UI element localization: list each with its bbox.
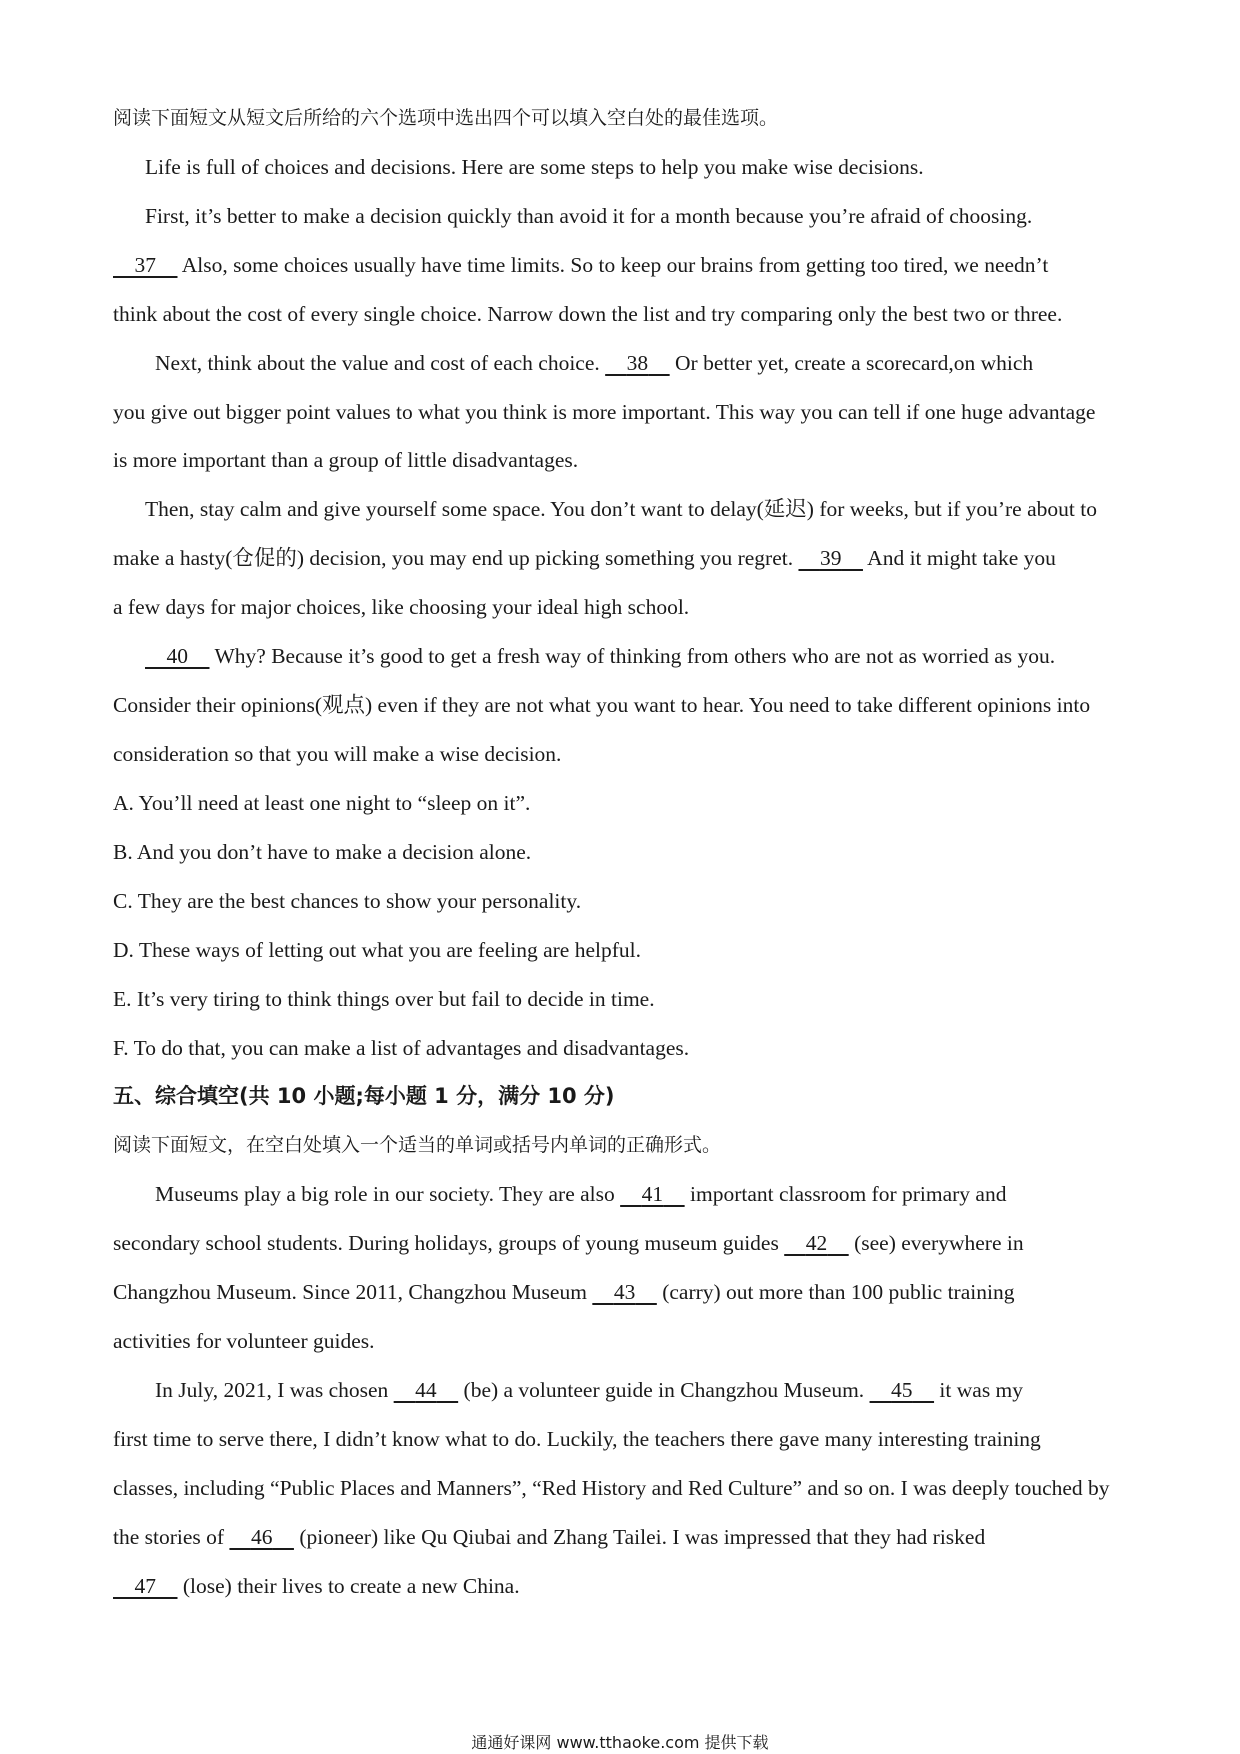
blank-42: 42 <box>805 1231 828 1255</box>
passage2-line-8: the stories of 46 (pioneer) like Qu Qiubai and Zhang Tailei. I was impressed that they had risked <box>113 1522 1133 1552</box>
passage2-line-3: Changzhou Museum. Since 2011, Changzhou Museum 43 (carry) out more than 100 public training <box>113 1277 1133 1307</box>
paragraph-1: Life is full of choices and decisions. Here are some steps to help you make wise decisions. <box>145 155 924 179</box>
paragraph-6-line-1: 40 Why? Because it’s good to get a fresh way of thinking from others who are not as worried as you. <box>145 641 1165 671</box>
blank-41: 41 <box>641 1182 664 1206</box>
paragraph-5-line-2: make a hasty(仓促的) decision, you may end up picking something you regret. 39 And it might take you <box>113 543 1133 573</box>
option-b: B. And you don’t have to make a decision alone. <box>113 840 532 864</box>
option-d: D. These ways of letting out what you are feeling are helpful. <box>113 938 641 962</box>
blank-38: 38 <box>626 351 649 375</box>
page-footer: 通通好课网 www.tthaoke.com 提供下载 <box>471 1733 769 1752</box>
paragraph-5-line-1: Then, stay calm and give yourself some space. You don’t want to delay(延迟) for weeks, but if you’re about to <box>145 497 1097 521</box>
passage2-line-2: secondary school students. During holidays, groups of young museum guides 42 (see) everywhere in <box>113 1228 1133 1258</box>
paragraph-4-line-2: you give out bigger point values to what you think is more important. This way you can tell if one huge advantage <box>113 400 1096 424</box>
paragraph-5-line-3: a few days for major choices, like choosing your ideal high school. <box>113 595 690 619</box>
option-e: E. It’s very tiring to think things over but fail to decide in time. <box>113 987 655 1011</box>
paragraph-3-line-2: think about the cost of every single choice. Narrow down the list and try comparing only the best two or three. <box>113 302 1063 326</box>
passage2-line-4: activities for volunteer guides. <box>113 1329 375 1353</box>
option-c: C. They are the best chances to show your personality. <box>113 889 582 913</box>
blank-47: 47 <box>134 1574 156 1598</box>
blank-40: 40 <box>166 644 188 668</box>
section5-heading: 五、综合填空(共 10 小题;每小题 1 分，满分 10 分) <box>113 1084 615 1108</box>
blank-43: 43 <box>613 1280 636 1304</box>
paragraph-2: First, it’s better to make a decision quickly than avoid it for a month because you’re afraid of choosing. <box>145 204 1033 228</box>
option-f: F. To do that, you can make a list of advantages and disadvantages. <box>113 1036 690 1060</box>
passage2-line-9: 47 (lose) their lives to create a new China. <box>113 1571 1133 1601</box>
blank-37: 37 <box>134 253 156 277</box>
option-a: A. You’ll need at least one night to “sleep on it”. <box>113 791 531 815</box>
section5-instruction: 阅读下面短文，在空白处填入一个适当的单词或括号内单词的正确形式。 <box>113 1134 722 1156</box>
blank-39: 39 <box>819 546 842 570</box>
blank-46: 46 <box>250 1525 273 1549</box>
passage2-line-1: Museums play a big role in our society. They are also 41 important classroom for primary and <box>155 1179 1175 1209</box>
blank-45: 45 <box>891 1378 913 1402</box>
paragraph-6-line-2: Consider their opinions(观点) even if they are not what you want to hear. You need to take different opinions into <box>113 693 1091 717</box>
paragraph-6-line-3: consideration so that you will make a wise decision. <box>113 742 562 766</box>
passage2-line-6: first time to serve there, I didn’t know what to do. Luckily, the teachers there gave many interesting training <box>113 1427 1041 1451</box>
passage2-line-5: In July, 2021, I was chosen 44 (be) a volunteer guide in Changzhou Museum. 45 it was my <box>155 1375 1175 1405</box>
paragraph-4-line-1: Next, think about the value and cost of each choice. 38 Or better yet, create a scorecard,on which <box>155 348 1175 378</box>
paragraph-3-line-1: 37 Also, some choices usually have time limits. So to keep our brains from getting too tired, we needn’t <box>113 250 1133 280</box>
blank-44: 44 <box>415 1378 437 1402</box>
section4-instruction: 阅读下面短文从短文后所给的六个选项中选出四个可以填入空白处的最佳选项。 <box>113 107 779 129</box>
paragraph-4-line-3: is more important than a group of little disadvantages. <box>113 448 579 472</box>
passage2-line-7: classes, including “Public Places and Manners”, “Red History and Red Culture” and so on. I was deeply touched by <box>113 1476 1110 1500</box>
